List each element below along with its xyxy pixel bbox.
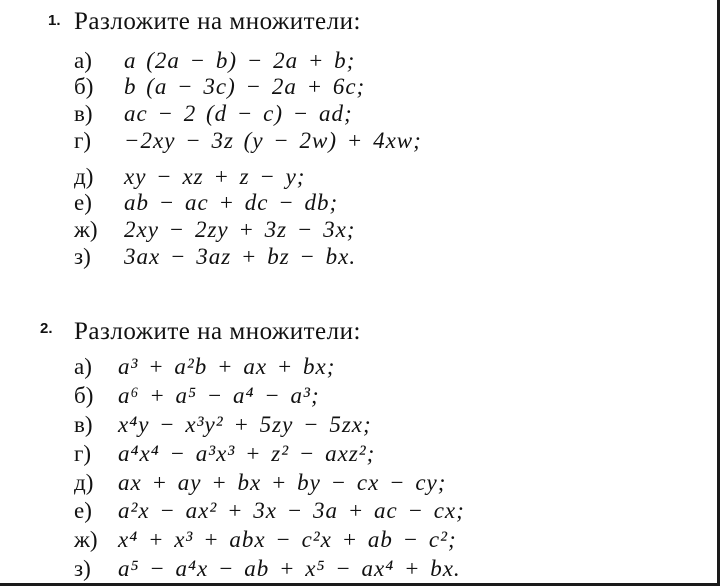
item-expression: 3ax − 3az + bz − bx.	[124, 244, 357, 269]
task-item	[74, 244, 356, 270]
item-expression: 2xy − 2zy + 3z − 3x;	[124, 217, 356, 242]
item-label: д)	[74, 164, 94, 189]
item-label: б)	[74, 383, 94, 408]
task-item	[74, 441, 375, 467]
item-label: ж)	[74, 527, 98, 552]
task-item	[74, 217, 355, 243]
task-item	[74, 498, 465, 524]
task-title: Разложите на множители:	[74, 318, 361, 345]
item-label: г)	[74, 441, 92, 466]
task-item	[74, 74, 365, 100]
task-item	[74, 164, 305, 190]
item-expression: ab − ac + dc − db;	[124, 190, 339, 215]
task-item	[74, 190, 338, 216]
item-label: а)	[74, 354, 92, 379]
item-label: д)	[74, 470, 94, 495]
item-label: ж)	[74, 217, 98, 242]
item-expression: b (a − 3c) − 2a + 6c;	[124, 74, 366, 99]
item-expression: a⁵ − a⁴x − ab + x⁵ − ax⁴ + bx.	[118, 556, 461, 581]
task-item	[74, 354, 335, 380]
item-expression: ac − 2 (d − c) − ad;	[124, 101, 353, 126]
item-expression: a⁴x⁴ − a³x³ + z² − axz²;	[118, 441, 376, 466]
item-expression: x⁴ + x³ + abx − c²x + ab − c²;	[118, 527, 457, 552]
item-expression: a (2a − b) − 2a + b;	[124, 48, 356, 73]
item-label: з)	[74, 556, 91, 581]
item-label: е)	[74, 498, 92, 523]
task-item	[74, 556, 461, 582]
item-expression: a⁶ + a⁵ − a⁴ − a³;	[118, 383, 320, 408]
task-item	[74, 412, 372, 438]
task-title: Разложите на множители:	[74, 8, 361, 35]
task-item	[74, 101, 353, 127]
task-item	[74, 128, 422, 154]
item-label: е)	[74, 190, 92, 215]
task-item	[74, 48, 355, 74]
item-expression: −2xy − 3z (y − 2w) + 4xw;	[124, 128, 422, 153]
task-item	[74, 470, 446, 496]
item-expression: a²x − ax² + 3x − 3a + ac − cx;	[118, 498, 465, 523]
item-expression: ax + ay + bx + by − cx − cy;	[118, 470, 447, 495]
task-number: 1.	[48, 12, 61, 29]
item-label: г)	[74, 128, 92, 153]
item-label: а)	[74, 48, 92, 73]
task-number: 2.	[40, 320, 53, 337]
item-label: в)	[74, 412, 93, 437]
item-label: з)	[74, 244, 91, 269]
item-expression: xy − xz + z − y;	[124, 164, 306, 189]
item-label: в)	[74, 101, 93, 126]
item-label: б)	[74, 74, 94, 99]
task-item	[74, 527, 457, 553]
task-item	[74, 383, 320, 409]
item-expression: x⁴y − x³y² + 5zy − 5zx;	[118, 412, 372, 437]
item-expression: a³ + a²b + ax + bx;	[118, 354, 336, 379]
